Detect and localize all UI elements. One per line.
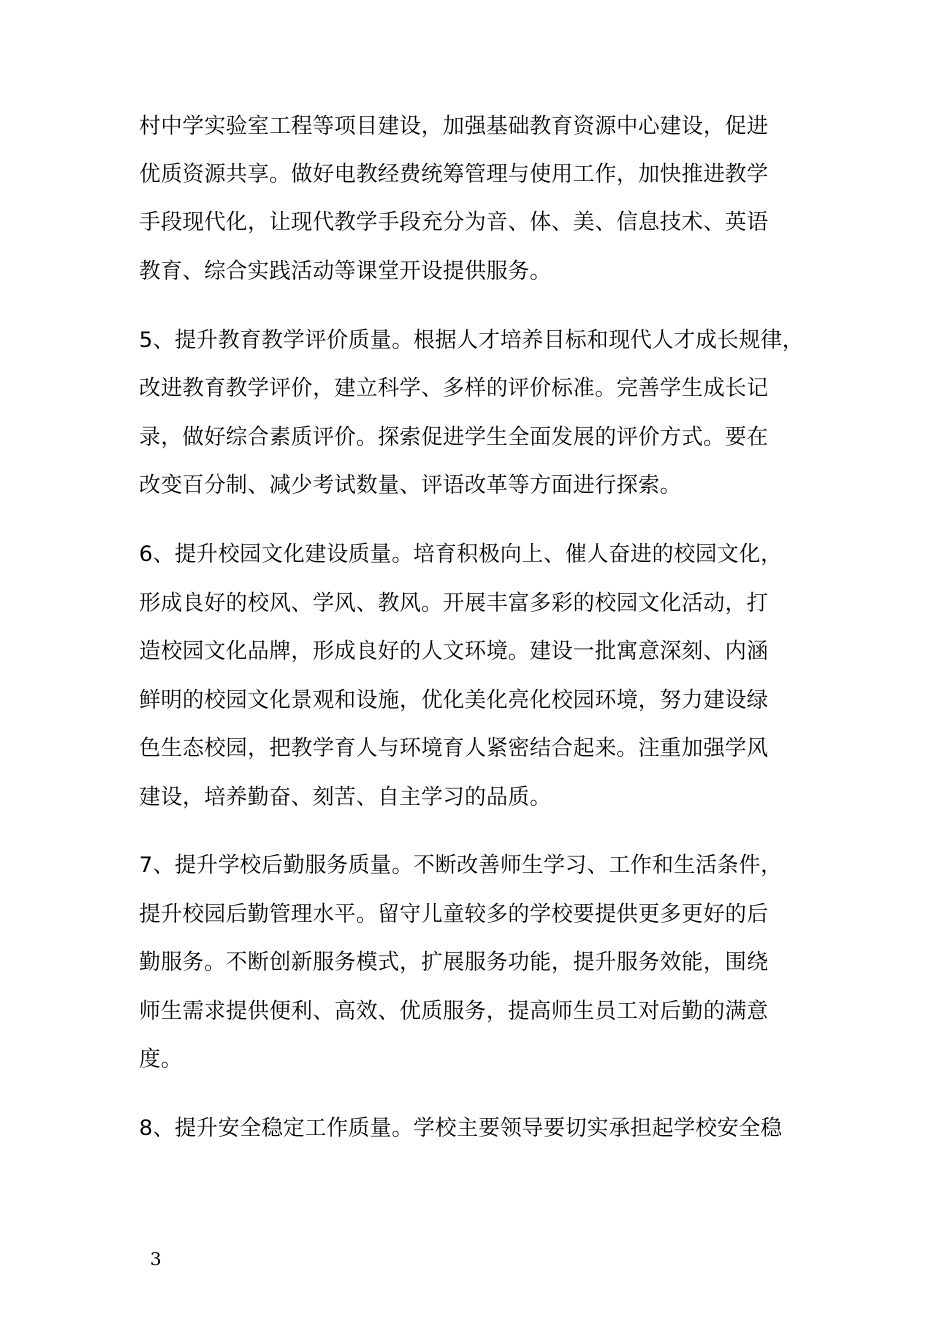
paragraph-1-line-1: 村中学实验室工程等项目建设，加强基础教育资源中心建设，促进	[139, 114, 769, 139]
paragraph-4-line-3: 勤服务。不断创新服务模式，扩展服务功能，提升服务效能，围绕	[139, 950, 769, 975]
paragraph-1-line-2: 优质资源共享。做好电教经费统筹管理与使用工作，加快推进教学	[139, 162, 769, 187]
paragraph-3-line-4: 鲜明的校园文化景观和设施，优化美化亮化校园环境，努力建设绿	[139, 688, 769, 713]
paragraph-2-line-2: 改进教育教学评价，建立科学、多样的评价标准。完善学生成长记	[139, 376, 769, 401]
page-number: 3	[150, 1249, 162, 1270]
paragraph-3-line-6: 建设，培养勤奋、刻苦、自主学习的品质。	[139, 785, 552, 810]
paragraph-3-line-5: 色生态校园，把教学育人与环境育人紧密结合起来。注重加强学风	[139, 736, 769, 761]
paragraph-4-line-4: 师生需求提供便利、高效、优质服务，提高师生员工对后勤的满意	[139, 999, 769, 1024]
paragraph-2-line-1: 5、提升教育教学评价质量。根据人才培养目标和现代人才成长规律，	[139, 328, 804, 353]
paragraph-3-line-1: 6、提升校园文化建设质量。培育积极向上、催人奋进的校园文化，	[139, 542, 783, 567]
paragraph-5-line-1: 8、提升安全稳定工作质量。学校主要领导要切实承担起学校安全稳	[139, 1116, 783, 1141]
paragraph-1-line-3: 手段现代化，让现代教学手段充分为音、体、美、信息技术、英语	[139, 210, 769, 235]
paragraph-4-line-5: 度。	[139, 1047, 183, 1072]
paragraph-2-line-3: 录，做好综合素质评价。探索促进学生全面发展的评价方式。要在	[139, 425, 769, 450]
paragraph-4-line-2: 提升校园后勤管理水平。留守儿童较多的学校要提供更多更好的后	[139, 902, 769, 927]
paragraph-4-line-1: 7、提升学校后勤服务质量。不断改善师生学习、工作和生活条件，	[139, 853, 783, 878]
paragraph-3-line-3: 造校园文化品牌，形成良好的人文环境。建设一批寓意深刻、内涵	[139, 639, 769, 664]
paragraph-2-line-4: 改变百分制、减少考试数量、评语改革等方面进行探索。	[139, 473, 682, 498]
paragraph-1-line-4: 教育、综合实践活动等课堂开设提供服务。	[139, 259, 552, 284]
paragraph-3-line-2: 形成良好的校风、学风、教风。开展丰富多彩的校园文化活动，打	[139, 591, 769, 616]
